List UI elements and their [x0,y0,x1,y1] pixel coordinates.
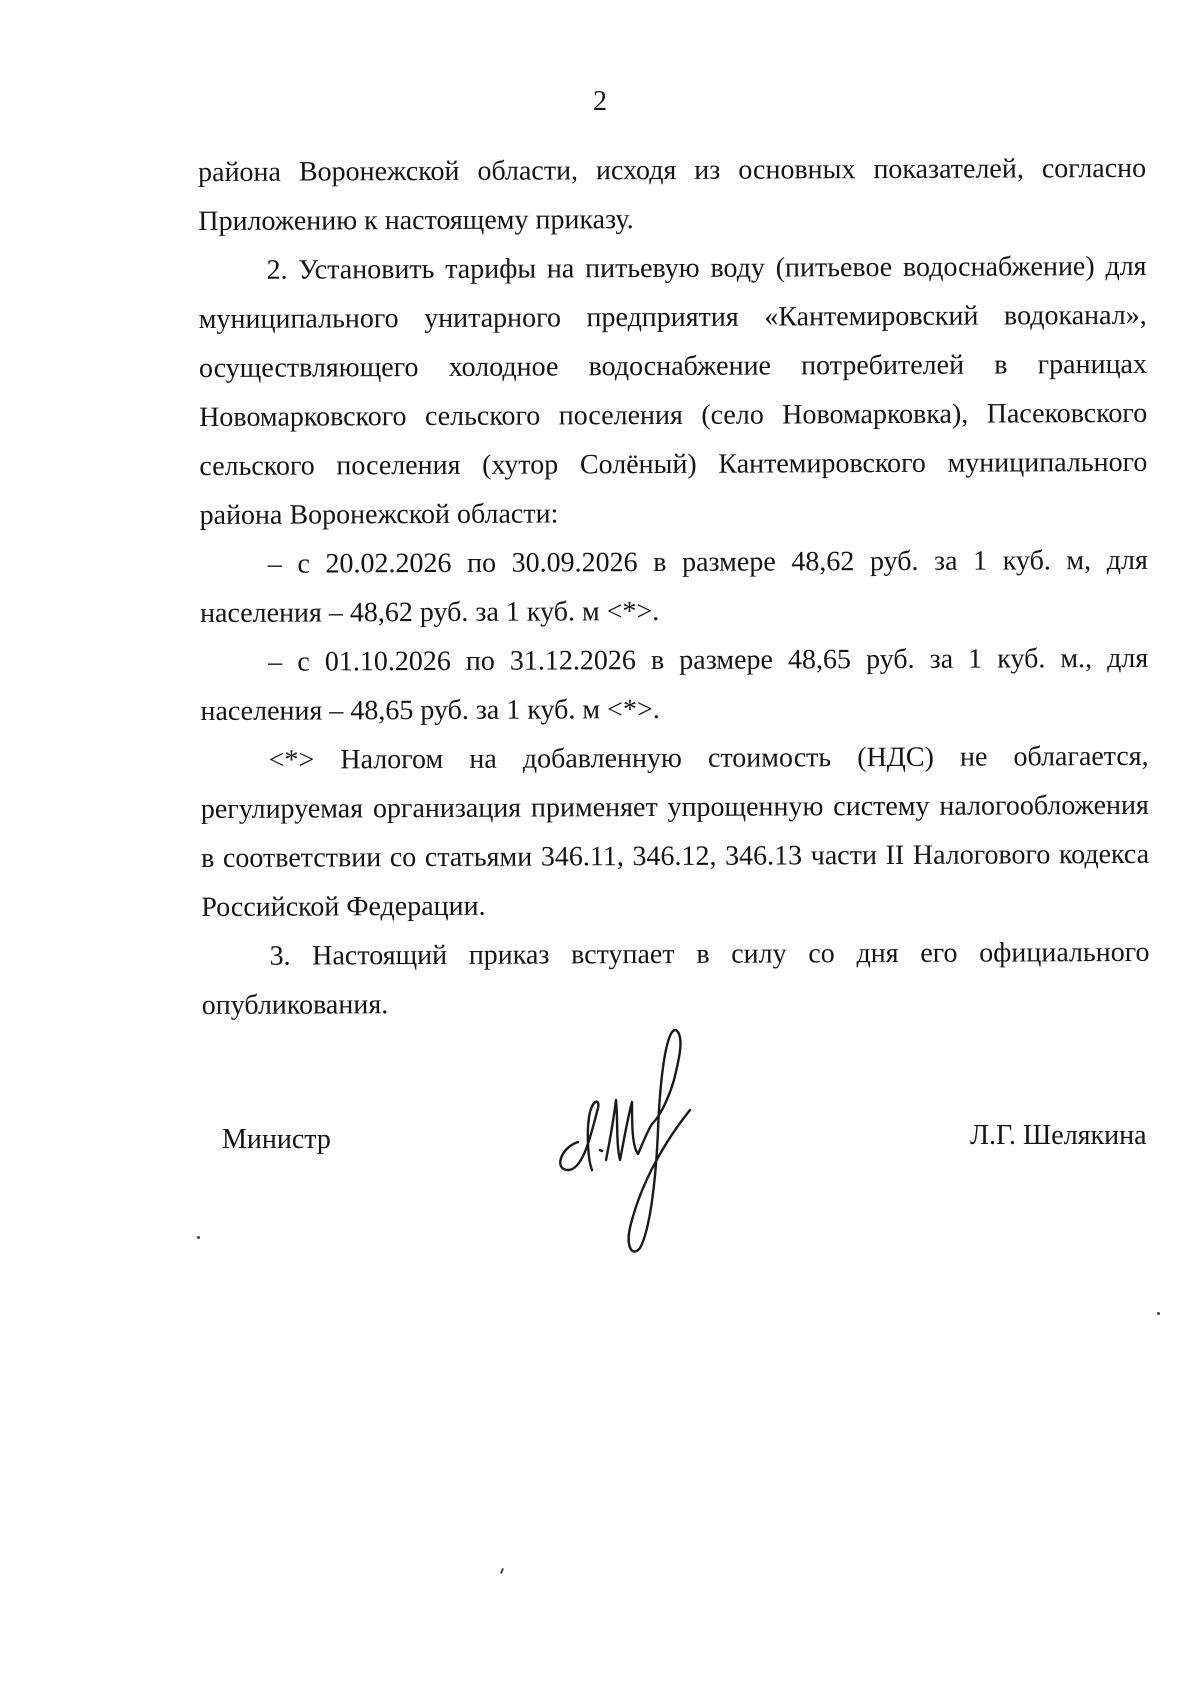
paragraph-clause-2: 2. Установить тарифы на питьевую воду (питьевое водоснабжение) для муниципального унитарного предприятия «Кантемировский водоканал», осуществляющего холодное водоснабжение потребителей в границах Новомарковского сельского поселения (село Новомарковка), Пасековского сельского поселения (хутор Солёный) Кантемировского муниципального района Воронежской области: [198,250,1148,531]
paragraph-continuation: района Воронежской области, исходя из основных показателей, согласно Приложению к настоящему приказу. [198,152,1147,237]
scan-speck [500,1568,504,1574]
paragraph-clause-3: 3. Настоящий приказ вступает в силу со дня его официального опубликования. [201,936,1150,1021]
scan-speck [197,1236,200,1239]
handwritten-signature [540,1020,710,1260]
signature-block [0,1000,1200,1260]
signer-name: Л.Г. Шелякина [970,1120,1147,1151]
page-number: 2 [593,86,607,117]
signer-title: Министр [222,1124,331,1155]
scan-speck [1157,1312,1160,1315]
paragraph-tariff-period-1: – с 20.02.2026 по 30.09.2026 в размере 48,62 руб. за 1 куб. м, для населения – 48,62 руб. за 1 куб. м <*>. [199,544,1148,629]
paragraph-vat-footnote: <*> Налогом на добавленную стоимость (НДС) не облагается, регулируемая организация применяет упрощенную систему налогообложения в соответствии со статьями 346.11, 346.12, 346.13 части II Налогового кодекса Российской Федерации. [200,740,1150,923]
document-body [198,144,1150,1030]
paragraph-tariff-period-2: – с 01.10.2026 по 31.12.2026 в размере 48,65 руб. за 1 куб. м., для населения – 48,65 руб. за 1 куб. м <*>. [200,642,1149,727]
